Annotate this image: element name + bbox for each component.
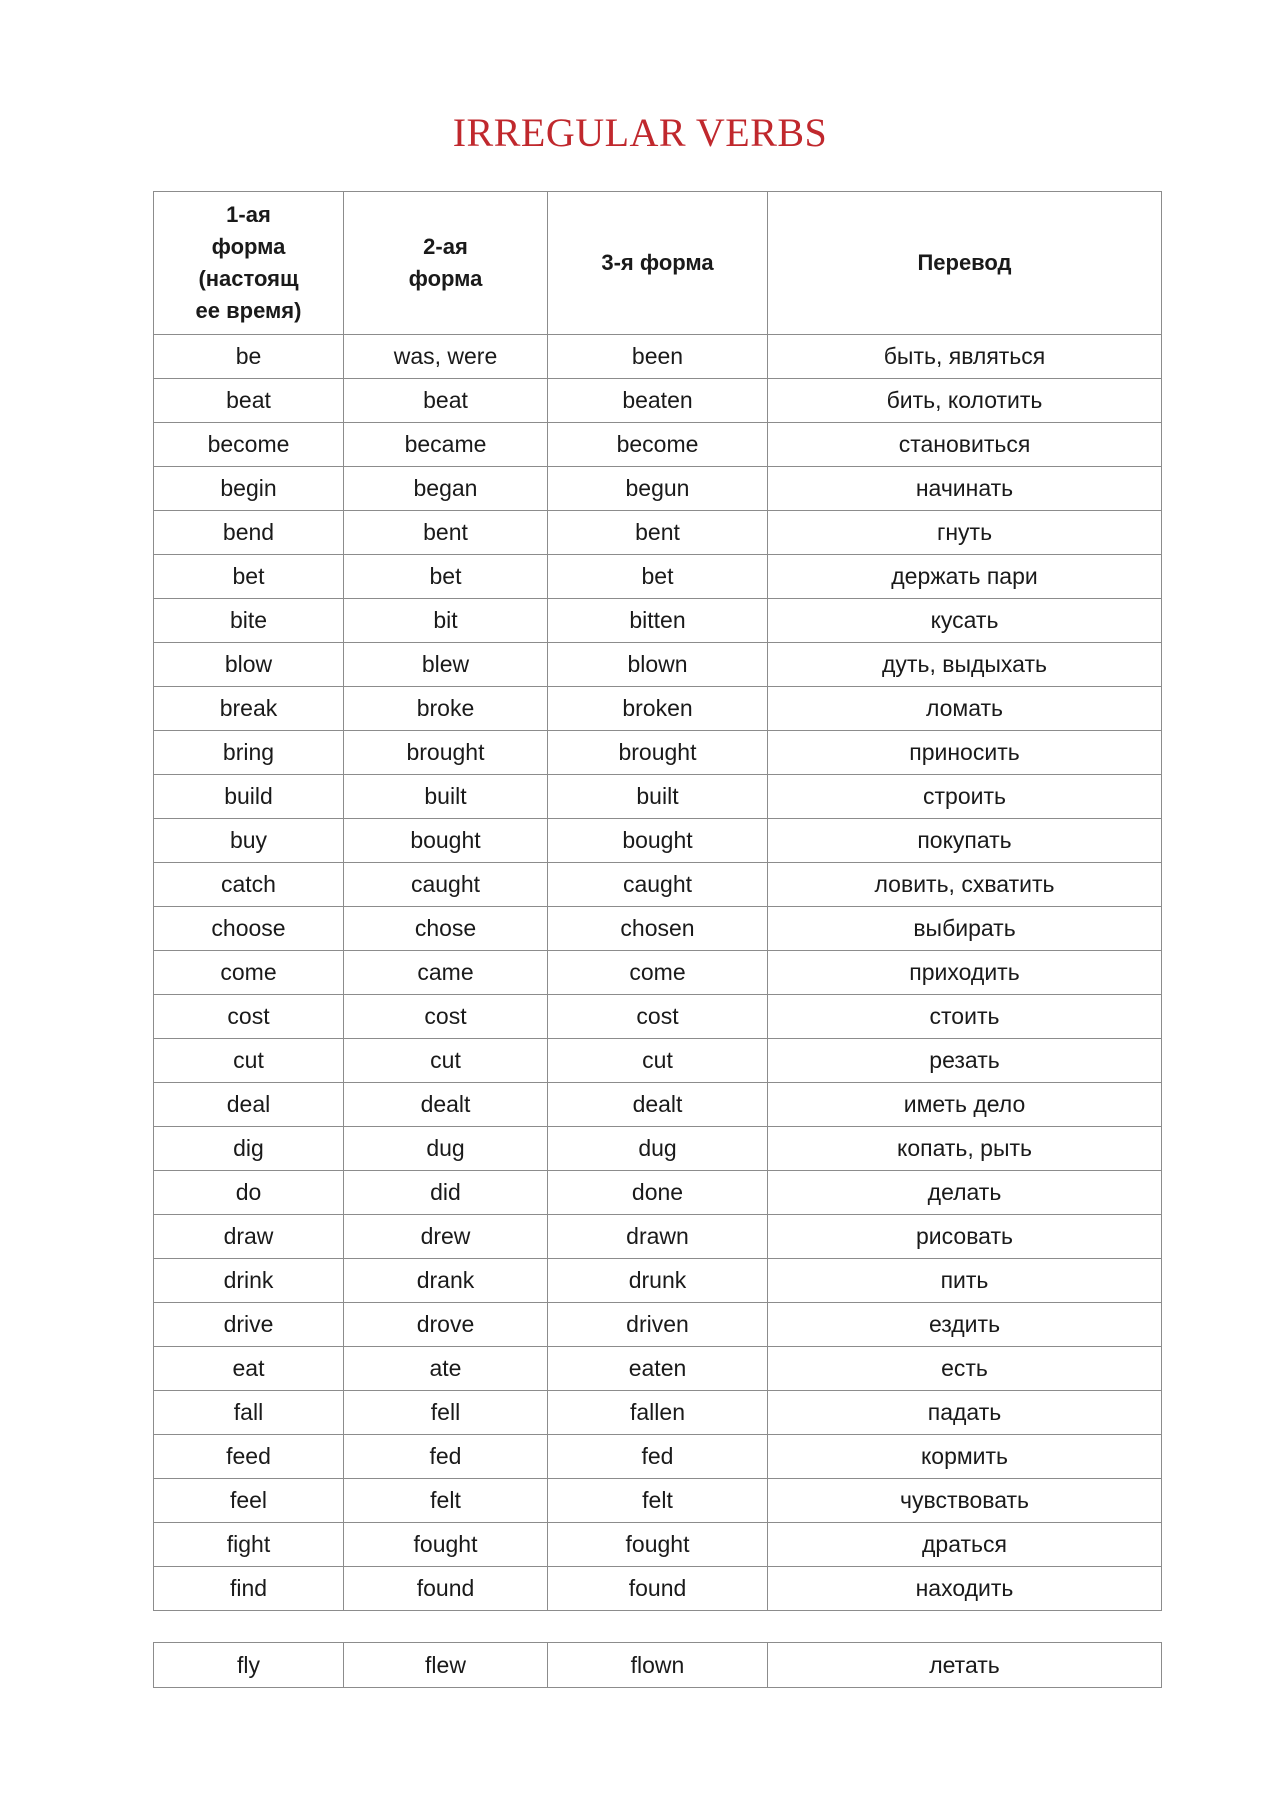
- cell-second-form: bent: [344, 511, 548, 555]
- cell-first-form: blow: [154, 643, 344, 687]
- cell-first-form: bring: [154, 731, 344, 775]
- cell-translation: находить: [768, 1567, 1162, 1611]
- cell-third-form: come: [548, 951, 768, 995]
- cell-third-form: caught: [548, 863, 768, 907]
- table-row: [154, 335, 1162, 379]
- cell-second-form: fought: [344, 1523, 548, 1567]
- table-row: [154, 687, 1162, 731]
- cell-second-form: cost: [344, 995, 548, 1039]
- table-row: [154, 1347, 1162, 1391]
- cell-translation: рисовать: [768, 1215, 1162, 1259]
- cell-third-form: cut: [548, 1039, 768, 1083]
- table-row: [154, 1303, 1162, 1347]
- cell-third-form: chosen: [548, 907, 768, 951]
- cell-first-form: fight: [154, 1523, 344, 1567]
- cell-translation: выбирать: [768, 907, 1162, 951]
- cell-third-form: beaten: [548, 379, 768, 423]
- cell-first-form: eat: [154, 1347, 344, 1391]
- cell-first-form: cut: [154, 1039, 344, 1083]
- cell-third-form: found: [548, 1567, 768, 1611]
- cell-translation: бить, колотить: [768, 379, 1162, 423]
- verbs-table: [153, 191, 1162, 1611]
- cell-third-form: broken: [548, 687, 768, 731]
- cell-second-form: felt: [344, 1479, 548, 1523]
- table-row: [154, 1391, 1162, 1435]
- table-row: [154, 379, 1162, 423]
- cell-first-form: begin: [154, 467, 344, 511]
- cell-translation: делать: [768, 1171, 1162, 1215]
- cell-third-form: dug: [548, 1127, 768, 1171]
- cell-translation: начинать: [768, 467, 1162, 511]
- cell-translation: есть: [768, 1347, 1162, 1391]
- cell-third-form: fed: [548, 1435, 768, 1479]
- cell-second-form: was, were: [344, 335, 548, 379]
- cell-third-form: flown: [548, 1643, 768, 1688]
- cell-first-form: drink: [154, 1259, 344, 1303]
- header-row: [154, 192, 1162, 335]
- cell-second-form: blew: [344, 643, 548, 687]
- cell-third-form: drunk: [548, 1259, 768, 1303]
- cell-third-form: bitten: [548, 599, 768, 643]
- cell-translation: стоить: [768, 995, 1162, 1039]
- cell-first-form: bite: [154, 599, 344, 643]
- cell-third-form: built: [548, 775, 768, 819]
- cell-third-form: bought: [548, 819, 768, 863]
- cell-translation: дуть, выдыхать: [768, 643, 1162, 687]
- cell-third-form: felt: [548, 1479, 768, 1523]
- cell-translation: приходить: [768, 951, 1162, 995]
- cell-first-form: build: [154, 775, 344, 819]
- cell-first-form: buy: [154, 819, 344, 863]
- table-row: [154, 1215, 1162, 1259]
- table-row: [154, 1567, 1162, 1611]
- cell-second-form: came: [344, 951, 548, 995]
- header-second-form: 2-ая форма: [344, 192, 548, 335]
- header-first-form: 1-ая форма (настоящ ее время): [154, 192, 344, 335]
- cell-second-form: built: [344, 775, 548, 819]
- cell-translation: иметь дело: [768, 1083, 1162, 1127]
- cell-third-form: driven: [548, 1303, 768, 1347]
- cell-second-form: found: [344, 1567, 548, 1611]
- cell-first-form: draw: [154, 1215, 344, 1259]
- cell-translation: резать: [768, 1039, 1162, 1083]
- cell-first-form: become: [154, 423, 344, 467]
- cell-first-form: fly: [154, 1643, 344, 1688]
- table-row: [154, 555, 1162, 599]
- cell-first-form: feed: [154, 1435, 344, 1479]
- cell-second-form: fed: [344, 1435, 548, 1479]
- cell-third-form: done: [548, 1171, 768, 1215]
- cell-first-form: deal: [154, 1083, 344, 1127]
- cell-third-form: begun: [548, 467, 768, 511]
- table-row: [154, 731, 1162, 775]
- cell-first-form: be: [154, 335, 344, 379]
- cell-first-form: come: [154, 951, 344, 995]
- table-row: [154, 599, 1162, 643]
- table-row: [154, 1039, 1162, 1083]
- table-row: [154, 1643, 1162, 1688]
- table-row: [154, 819, 1162, 863]
- table-row: [154, 1171, 1162, 1215]
- cell-translation: быть, являться: [768, 335, 1162, 379]
- cell-translation: драться: [768, 1523, 1162, 1567]
- table-row: [154, 1083, 1162, 1127]
- table-row: [154, 511, 1162, 555]
- cell-third-form: drawn: [548, 1215, 768, 1259]
- cell-third-form: bet: [548, 555, 768, 599]
- table-row: [154, 1259, 1162, 1303]
- cell-translation: становиться: [768, 423, 1162, 467]
- cell-third-form: cost: [548, 995, 768, 1039]
- cell-second-form: dealt: [344, 1083, 548, 1127]
- cell-first-form: find: [154, 1567, 344, 1611]
- table-row: [154, 1127, 1162, 1171]
- cell-translation: чувствовать: [768, 1479, 1162, 1523]
- cell-second-form: bought: [344, 819, 548, 863]
- cell-second-form: caught: [344, 863, 548, 907]
- cell-second-form: ate: [344, 1347, 548, 1391]
- cell-second-form: dug: [344, 1127, 548, 1171]
- cell-translation: держать пари: [768, 555, 1162, 599]
- cell-second-form: beat: [344, 379, 548, 423]
- cell-third-form: brought: [548, 731, 768, 775]
- cell-first-form: do: [154, 1171, 344, 1215]
- table-row: [154, 863, 1162, 907]
- cell-translation: кормить: [768, 1435, 1162, 1479]
- cell-translation: пить: [768, 1259, 1162, 1303]
- cell-second-form: fell: [344, 1391, 548, 1435]
- cell-second-form: drew: [344, 1215, 548, 1259]
- cell-third-form: eaten: [548, 1347, 768, 1391]
- cell-third-form: fallen: [548, 1391, 768, 1435]
- cell-third-form: blown: [548, 643, 768, 687]
- cell-second-form: began: [344, 467, 548, 511]
- cell-translation: летать: [768, 1643, 1162, 1688]
- cell-second-form: chose: [344, 907, 548, 951]
- cell-first-form: break: [154, 687, 344, 731]
- table-row: [154, 423, 1162, 467]
- cell-translation: ездить: [768, 1303, 1162, 1347]
- table-row: [154, 643, 1162, 687]
- cell-second-form: bit: [344, 599, 548, 643]
- verbs-table-continuation: [153, 1642, 1162, 1688]
- cell-third-form: been: [548, 335, 768, 379]
- header-third-form: 3-я форма: [548, 192, 768, 335]
- cell-second-form: drove: [344, 1303, 548, 1347]
- cell-first-form: cost: [154, 995, 344, 1039]
- cell-translation: копать, рыть: [768, 1127, 1162, 1171]
- cell-translation: приносить: [768, 731, 1162, 775]
- table-row: [154, 995, 1162, 1039]
- cell-first-form: bet: [154, 555, 344, 599]
- cell-translation: гнуть: [768, 511, 1162, 555]
- cell-translation: строить: [768, 775, 1162, 819]
- cell-second-form: did: [344, 1171, 548, 1215]
- cell-first-form: beat: [154, 379, 344, 423]
- page-title: IRREGULAR VERBS: [452, 110, 828, 155]
- cell-translation: ловить, схватить: [768, 863, 1162, 907]
- cell-second-form: bet: [344, 555, 548, 599]
- table-row: [154, 1479, 1162, 1523]
- cell-first-form: drive: [154, 1303, 344, 1347]
- cell-second-form: brought: [344, 731, 548, 775]
- cell-third-form: become: [548, 423, 768, 467]
- cell-first-form: fall: [154, 1391, 344, 1435]
- cell-first-form: catch: [154, 863, 344, 907]
- cell-second-form: flew: [344, 1643, 548, 1688]
- cell-second-form: broke: [344, 687, 548, 731]
- table-row: [154, 1523, 1162, 1567]
- cell-translation: покупать: [768, 819, 1162, 863]
- table-row: [154, 1435, 1162, 1479]
- cell-translation: ломать: [768, 687, 1162, 731]
- cell-first-form: dig: [154, 1127, 344, 1171]
- cell-first-form: bend: [154, 511, 344, 555]
- cell-first-form: choose: [154, 907, 344, 951]
- table-row: [154, 907, 1162, 951]
- cell-third-form: fought: [548, 1523, 768, 1567]
- cell-third-form: dealt: [548, 1083, 768, 1127]
- cell-second-form: became: [344, 423, 548, 467]
- cell-first-form: feel: [154, 1479, 344, 1523]
- cell-second-form: cut: [344, 1039, 548, 1083]
- table-row: [154, 951, 1162, 995]
- cell-third-form: bent: [548, 511, 768, 555]
- cell-second-form: drank: [344, 1259, 548, 1303]
- cell-translation: падать: [768, 1391, 1162, 1435]
- table-row: [154, 775, 1162, 819]
- header-translation: Перевод: [768, 192, 1162, 335]
- cell-translation: кусать: [768, 599, 1162, 643]
- table-row: [154, 467, 1162, 511]
